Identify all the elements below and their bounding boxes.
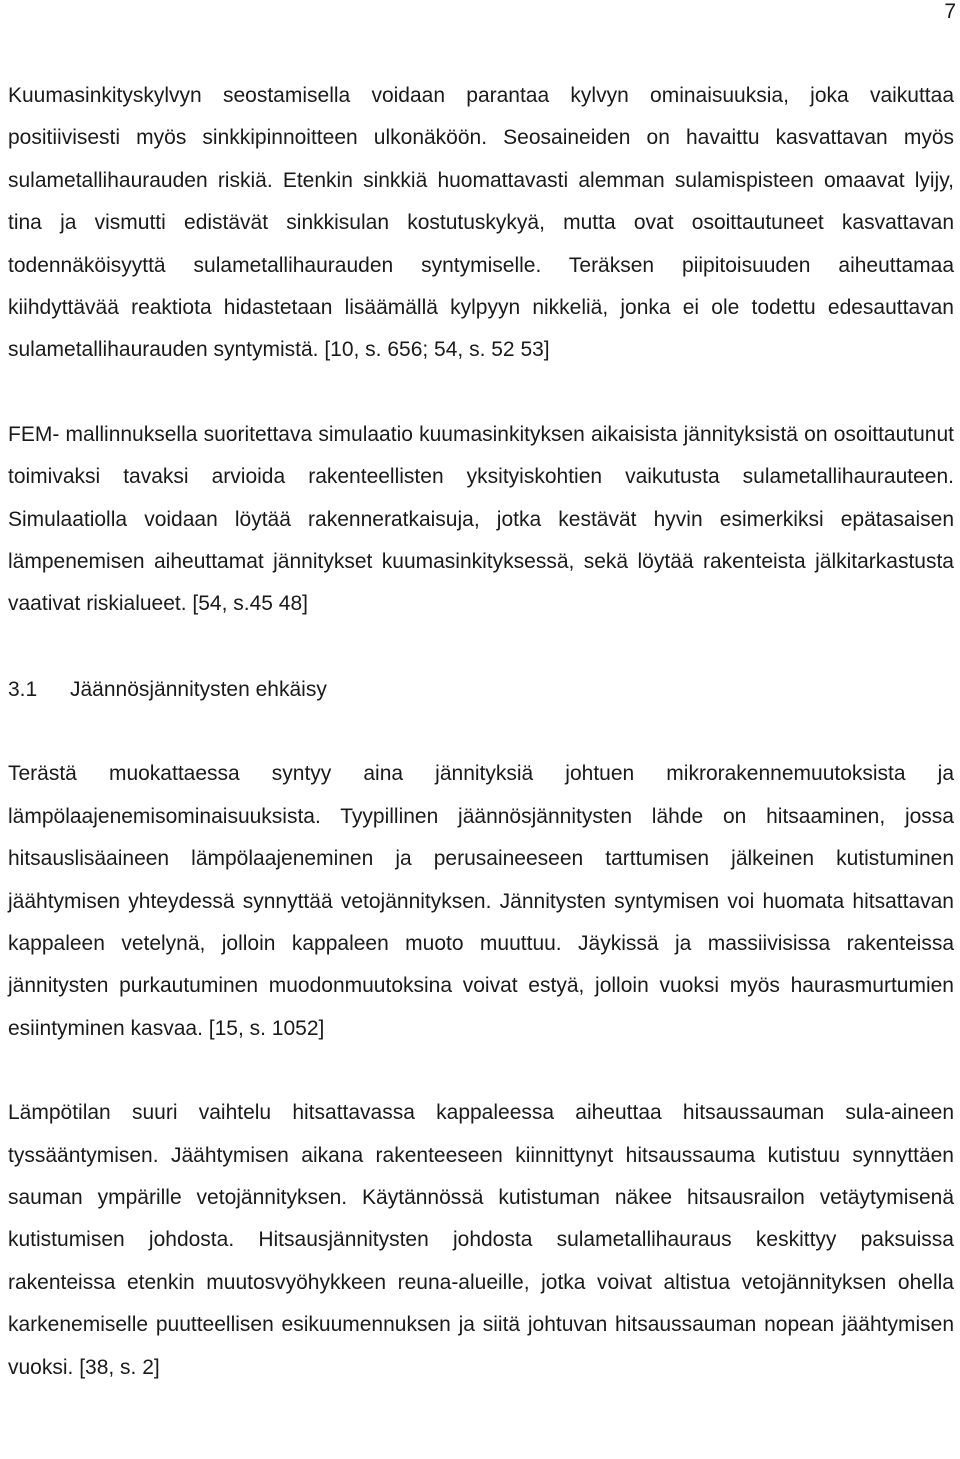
section-number: 3.1 bbox=[8, 677, 38, 701]
section-title: Jäännösjännitysten ehkäisy bbox=[70, 677, 327, 701]
paragraph-residual-stress-sources: Terästä muokattaessa syntyy aina jännityksiä johtuen mikrorakennemuutoksista ja lämpölaajenemisominaisuuksista. Tyypillinen jäännösjännitysten lähde on hitsaaminen, jossa hitsauslisäaineen lämpölaajeneminen ja perusaineeseen tarttumisen jälkeinen kutistuminen jäähtymisen yhteydessä synnyttää vetojännityksen. Jännitysten syntymisen voi huomata hitsattavan kappaleen vetelynä, jolloin kappaleen muoto muuttuu. Jäykissä ja massiivisissa rakenteissa jännitysten purkautuminen muodonmuutoksina voivat estyä, jolloin vuoksi myös haurasmurtumien esiintyminen kasvaa. [15, s. 1052] bbox=[8, 762, 954, 1040]
document-body bbox=[8, 75, 954, 1389]
page-number: 7 bbox=[944, 0, 956, 23]
paragraph-weld-shrinkage: Lämpötilan suuri vaihtelu hitsattavassa kappaleessa aiheuttaa hitsaussauman sula-aineen tyssääntymisen. Jäähtymisen aikana rakenteeseen kiinnittynyt hitsaussauma kutistuu synnyttäen sauman ympärille vetojännityksen. Käytännössä kutistuman näkee hitsausrailon vetäytymisenä kutistumisen johdosta. Hitsausjännitysten johdosta sulametallihauraus keskittyy paksuissa rakenteissa etenkin muutosvyöhykkeen reuna-alueille, jotka voivat altistua vetojännityksen ohella karkenemiselle puutteellisen esikuumennuksen ja siitä johtuvan hitsaussauman nopean jäähtymisen vuoksi. [38, s. 2] bbox=[8, 1101, 954, 1379]
section-heading bbox=[8, 669, 954, 711]
paragraph-zinc-bath-alloying: Kuumasinkityskylvyn seostamisella voidaan parantaa kylvyn ominaisuuksia, joka vaikuttaa positiivisesti myös sinkkipinnoitteen ulkonäköön. Seosaineiden on havaittu kasvattavan myös sulametallihaurauden riskiä. Etenkin sinkkiä huomattavasti alemman sulamispisteen omaavat lyijy, tina ja vismutti edistävät sinkkisulan kostutuskykyä, mutta ovat osoittautuneet kasvattavan todennäköisyyttä sulametallihaurauden syntymiselle. Teräksen piipitoisuuden aiheuttamaa kiihdyttävää reaktiota hidastetaan lisäämällä kylpyyn nikkeliä, jonka ei ole todettu edesauttavan sulametallihaurauden syntymistä. [10, s. 656; 54, s. 52 53] bbox=[8, 84, 954, 362]
paragraph-fem-simulation: FEM- mallinnuksella suoritettava simulaatio kuumasinkityksen aikaisista jännityksistä on osoittautunut toimivaksi tavaksi arvioida rakenteellisten yksityiskohtien vaikutusta sulametallihaurauteen. Simulaatiolla voidaan löytää rakenneratkaisuja, jotka kestävät hyvin esimerkiksi epätasaisen lämpenemisen aiheuttamat jännitykset kuumasinkityksessä, sekä löytää rakenteista jälkitarkastusta vaativat riskialueet. [54, s.45 48] bbox=[8, 422, 954, 616]
